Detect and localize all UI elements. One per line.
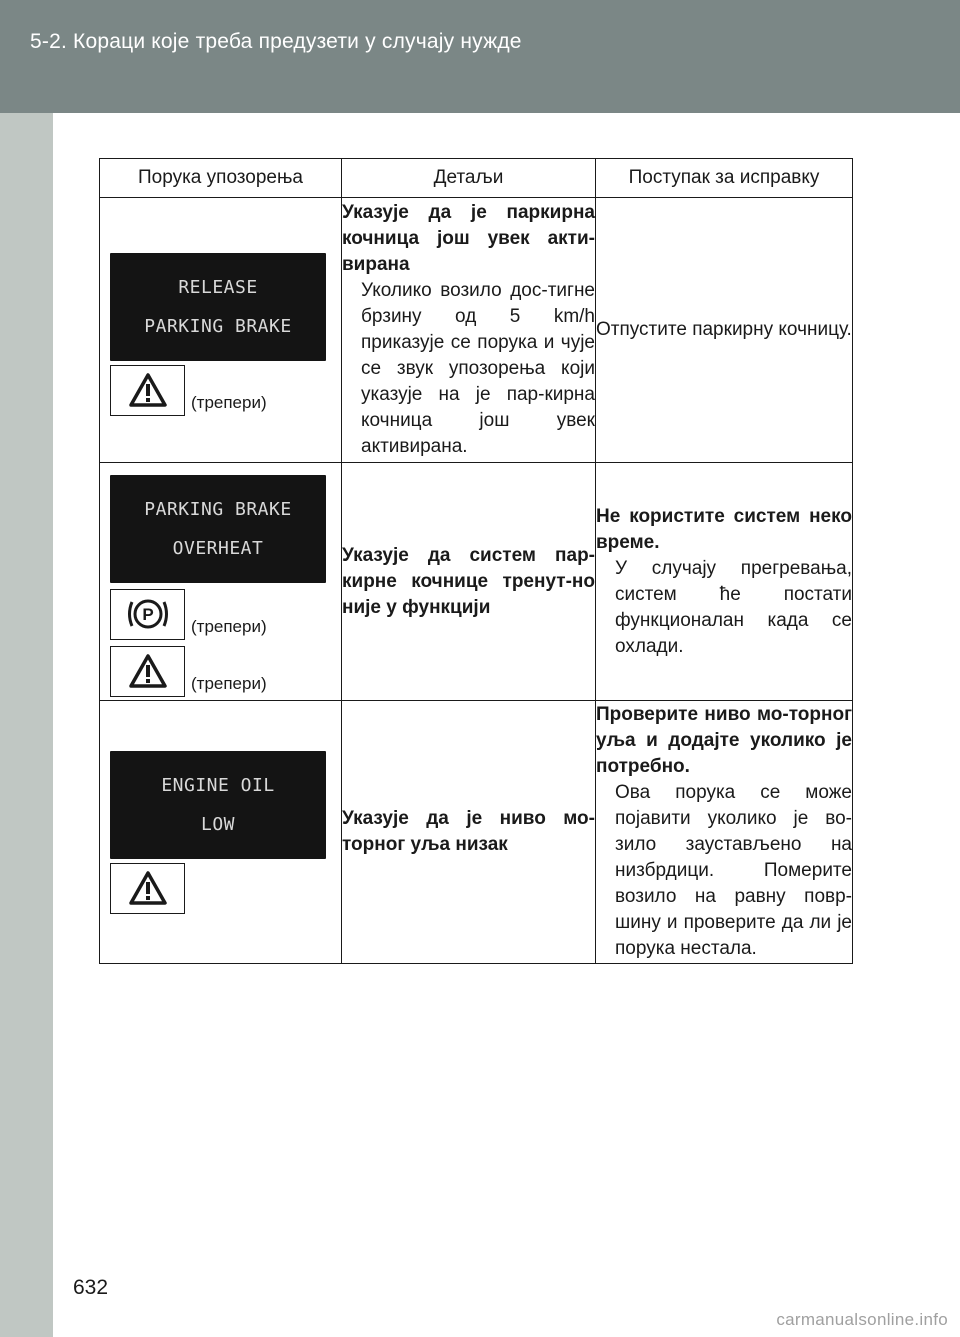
lcd-line: LOW xyxy=(200,813,235,835)
flashing-note: (трепери) xyxy=(191,673,267,693)
action-cell xyxy=(596,198,853,463)
flashing-note: (трепери) xyxy=(191,616,267,636)
lcd-display xyxy=(110,475,326,583)
column-header: Поступак за исправку xyxy=(596,159,853,198)
action-text: У случају прегревања, систем ће постати функционалан када се охлади. xyxy=(615,557,852,657)
table-row xyxy=(100,198,853,463)
details-cell xyxy=(342,701,596,964)
column-header: Порука упозорења xyxy=(100,159,342,198)
action-text: Ова порука се може појавити уколико је во-зило заустављено на низбрдици. Померите возило на равну повр-шину и проверите да ли је порука нестала. xyxy=(615,782,852,959)
side-strip xyxy=(0,113,53,1337)
warning-message-cell xyxy=(100,701,342,964)
lcd-display xyxy=(110,751,326,859)
warning-triangle-icon xyxy=(110,365,185,416)
page-number: 632 xyxy=(73,1276,109,1299)
lcd-line: OVERHEAT xyxy=(172,537,264,559)
warning-triangle-icon xyxy=(110,863,185,914)
lcd-line: PARKING BRAKE xyxy=(144,315,292,337)
action-text: Отпустите паркирну кочницу. xyxy=(596,319,852,340)
action-cell xyxy=(596,463,853,701)
warning-message-cell xyxy=(100,198,342,463)
details-cell xyxy=(342,198,596,463)
table-row xyxy=(100,701,853,964)
parking-brake-icon xyxy=(110,589,185,640)
table-header-row xyxy=(100,159,853,198)
lcd-display xyxy=(110,253,326,361)
details-heading: Указује да је паркирна кочница још увек акти-вирана xyxy=(342,202,595,275)
details-heading: Указује да систем пар-кирне кочнице тренут-но није у функцији xyxy=(342,544,595,618)
details-text: Уколико возило дос-тигне брзину од 5 km/h приказује се порука и чује се звук упозорења који указује на је пар-кирна кочница још увек активирана. xyxy=(361,280,595,457)
details-cell xyxy=(342,463,596,701)
warning-message-cell xyxy=(100,463,342,701)
details-heading: Указује да је ниво мо-торног уља низак xyxy=(342,808,595,855)
watermark: carmanualsonline.info xyxy=(776,1310,948,1329)
section-title: 5-2. Кораци које треба предузети у случају нужде xyxy=(30,30,522,53)
action-heading: Не користите систем неко време. xyxy=(596,505,852,553)
table-row xyxy=(100,463,853,701)
svg-text:P: P xyxy=(141,605,154,624)
action-cell xyxy=(596,701,853,964)
action-heading: Проверите ниво мо-торног уља и додајте уколико је потребно. xyxy=(596,704,852,777)
header-bar xyxy=(0,0,960,113)
flashing-note: (трепери) xyxy=(191,392,267,412)
column-header: Детаљи xyxy=(342,159,596,198)
lcd-line: RELEASE xyxy=(178,276,258,298)
warning-table xyxy=(99,158,853,964)
lcd-line: PARKING BRAKE xyxy=(144,498,292,520)
lcd-line: ENGINE OIL xyxy=(161,774,275,796)
warning-triangle-icon xyxy=(110,646,185,697)
